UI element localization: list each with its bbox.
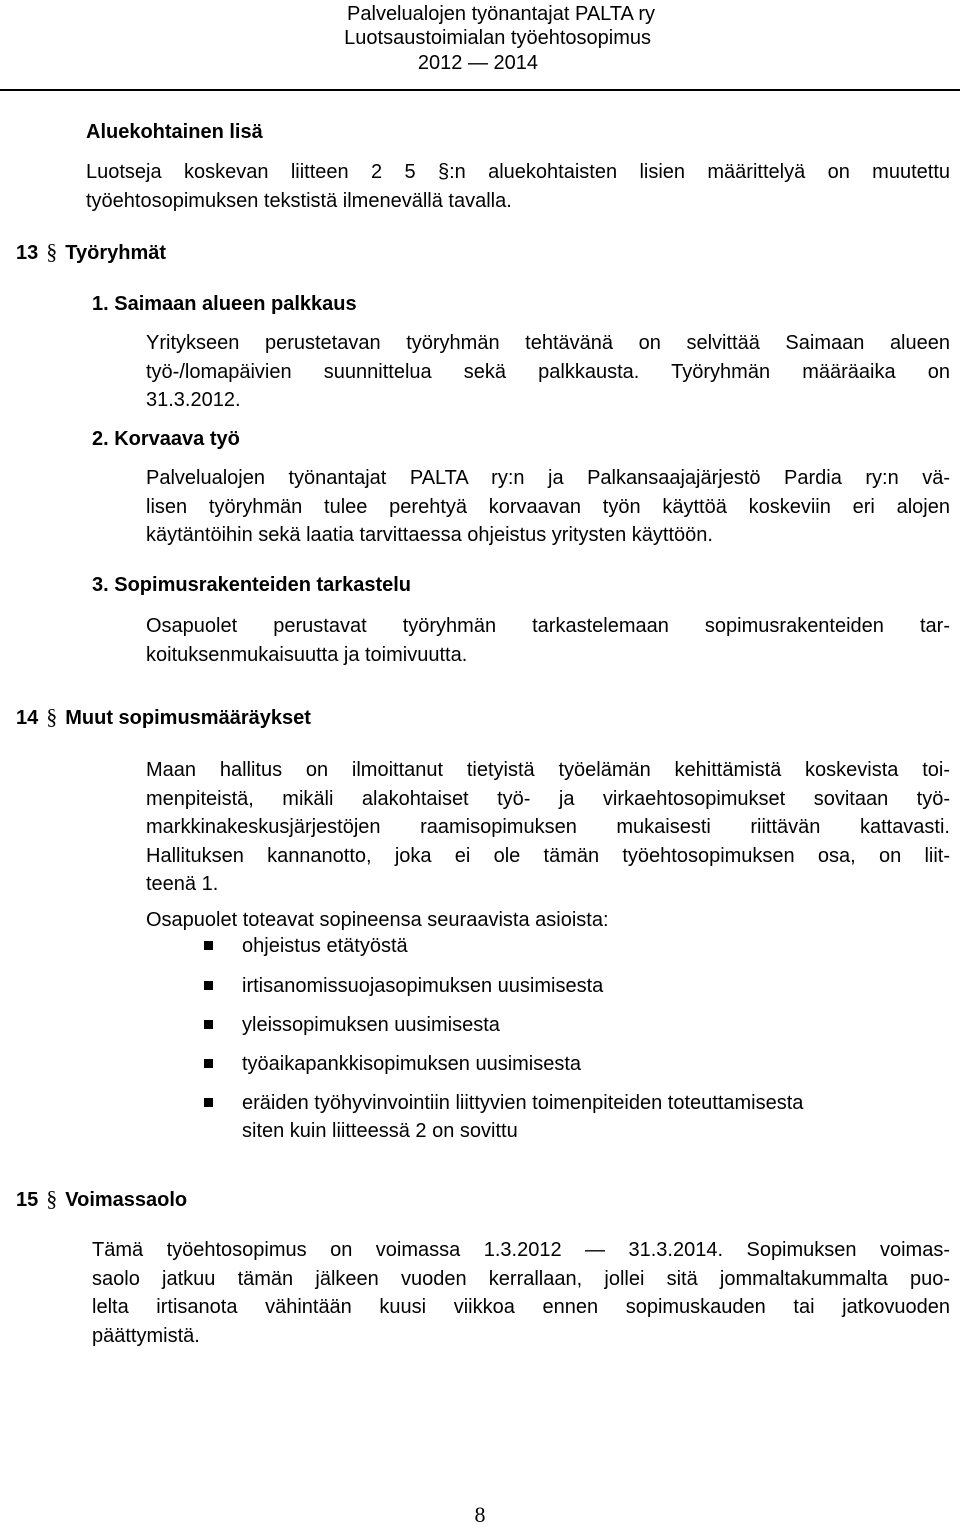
section-14-line-5: teenä 1. (146, 873, 219, 896)
item-2-heading: 2. Korvaava työ (92, 428, 240, 450)
list-item (204, 932, 944, 960)
section-14-line-2: menpiteistä, mikäli alakohtaiset työ- ja virkaehtosopimukset sovitaan työ- (146, 787, 950, 810)
agreed-items-list (204, 932, 944, 1145)
item-2-line-3: käytäntöihin sekä laatia tarvittaessa ohjeistus yritysten käyttöön. (146, 524, 713, 547)
section-13-number: 13 (16, 242, 39, 264)
list-item (204, 1089, 944, 1145)
square-bullet-icon (204, 1098, 213, 1107)
section-14-line-4: Hallituksen kannanotto, joka ei ole tämän työehtosopimuksen osa, on liit- (146, 844, 950, 867)
section-14-line-1: Maan hallitus on ilmoittanut tietyistä työelämän kehittämistä koskevista toi- (146, 759, 950, 781)
section-14-number: 14 (16, 707, 39, 729)
header-divider (0, 89, 960, 91)
square-bullet-icon (204, 941, 213, 950)
aluekohtainen-heading: Aluekohtainen lisä (86, 121, 263, 143)
square-bullet-icon (204, 1059, 213, 1068)
square-bullet-icon (204, 981, 213, 990)
section-15-line-2: saolo jatkuu tämän jälkeen vuoden kerrallaan, jollei sitä jommaltakummalta puo- (92, 1267, 950, 1290)
section-15-line-1: Tämä työehtosopimus on voimassa 1.3.2012 — 31.3.2014. Sopimuksen voimas- (92, 1239, 950, 1261)
item-1-paragraph (146, 329, 950, 415)
item-3-line-1: Osapuolet perustavat työryhmän tarkastelemaan sopimusrakenteiden tar- (146, 615, 950, 637)
list-item (204, 972, 944, 1000)
item-1-heading: 1. Saimaan alueen palkkaus (92, 293, 357, 315)
item-2-line-1: Palvelualojen työnantajat PALTA ry:n ja Palkansaajajärjestö Pardia ry:n vä- (146, 467, 950, 489)
section-14-intro: Osapuolet toteavat sopineensa seuraavista asioista: (146, 909, 609, 931)
section-15-title: Voimassaolo (65, 1189, 188, 1211)
list-item-text: ohjeistus etätyöstä (242, 935, 408, 957)
section-15-paragraph (92, 1236, 950, 1350)
page-header (0, 0, 960, 90)
section-15-line-3: lelta irtisanota vähintään kuusi viikkoa ennen sopimuskauden tai jatkovuoden (92, 1296, 950, 1319)
list-item-continuation: siten kuin liitteessä 2 on sovittu (242, 1120, 518, 1142)
section-13-heading (16, 238, 166, 267)
list-item-text: irtisanomissuojasopimuksen uusimisesta (242, 975, 604, 997)
item-2-line-2: lisen työryhmän tulee perehtyä korvaavan työn käyttöä koskeviin eri alojen (146, 495, 950, 518)
item-1-line-1: Yritykseen perustetavan työryhmän tehtävänä on selvittää Saimaan alueen (146, 332, 950, 354)
section-symbol-icon: § (46, 239, 58, 264)
aluekohtainen-line-2: työehtosopimuksen tekstistä ilmenevällä tavalla. (86, 189, 512, 212)
list-item-text: yleissopimuksen uusimisesta (242, 1014, 500, 1036)
header-agreement-title: Luotsaustoimialan työehtosopimus (344, 27, 651, 49)
section-13-title: Työryhmät (65, 242, 167, 264)
item-3-paragraph (146, 612, 950, 669)
item-1-line-2: työ-/lomapäivien suunnittelua sekä palkkausta. Työryhmän määräaika on (146, 360, 950, 383)
aluekohtainen-paragraph (86, 158, 950, 215)
section-symbol-icon: § (46, 1186, 58, 1211)
header-organization: Palvelualojen työnantajat PALTA ry (347, 3, 655, 25)
section-14-paragraph (146, 756, 950, 899)
section-symbol-icon: § (46, 704, 58, 729)
section-15-line-4: päättymistä. (92, 1324, 200, 1347)
item-2-paragraph (146, 464, 950, 550)
list-item-text: työaikapankkisopimuksen uusimisesta (242, 1053, 582, 1075)
list-item (204, 1011, 944, 1039)
item-3-heading: 3. Sopimusrakenteiden tarkastelu (92, 574, 412, 596)
section-14-title: Muut sopimusmääräykset (65, 707, 311, 729)
section-14-line-3: markkinakeskusjärjestöjen raamisopimuksen mukaisesti riittävän kattavasti. (146, 816, 950, 839)
list-item (204, 1050, 944, 1078)
item-1-line-3: 31.3.2012. (146, 389, 241, 412)
header-period: 2012 — 2014 (417, 52, 538, 74)
aluekohtainen-line-1: Luotseja koskevan liitteen 2 5 §:n aluekohtaisten lisien määrittelyä on muutettu (86, 161, 950, 183)
section-15-heading (16, 1185, 187, 1214)
section-14-heading (16, 703, 311, 732)
page-number: 8 (474, 1502, 486, 1527)
square-bullet-icon (204, 1020, 213, 1029)
list-item-text: eräiden työhyvinvointiin liittyvien toimenpiteiden toteuttamisesta (242, 1092, 804, 1114)
section-15-number: 15 (16, 1189, 39, 1211)
item-3-line-2: koituksenmukaisuutta ja toimivuutta. (146, 643, 468, 666)
